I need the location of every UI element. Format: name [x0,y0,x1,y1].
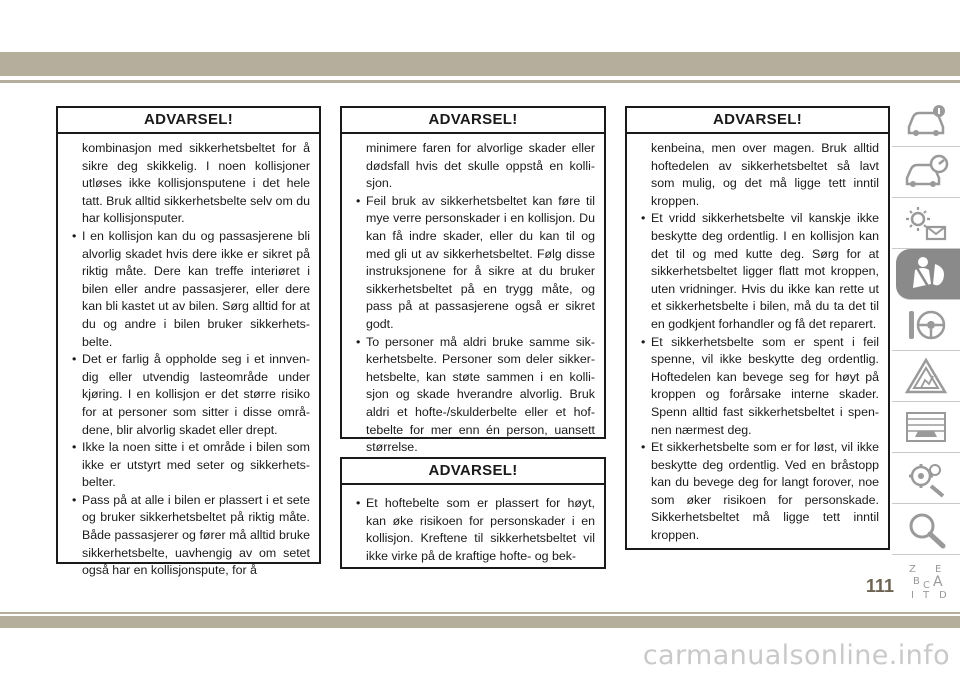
warning-title: ADVARSEL! [627,108,888,134]
tab-letter: T [923,590,930,600]
warning-item: • Ikke la noen sitte i et område i bilen som ikke er utstyrt med seter og sikkerhetsbelter. [72,439,310,492]
warning-lead: kenbeina, men over magen. Bruk alltid hoftedelen av sikkerhetsbeltet så lavt som mulig, og det må ligge tett inntil kroppen. [651,141,879,208]
footer-rule [0,612,960,614]
chapter-tab-strip [892,96,960,606]
language-letters-icon [903,560,949,600]
tab-car-info[interactable] [892,96,960,147]
warning-box-4 [625,106,890,550]
tab-letter: I [911,590,914,600]
tab-warning-lights[interactable] [892,198,960,249]
warning-item: • Det er farlig å oppholde seg i et innvendig eller utvendig lasteområde under kjøring. I en kollisjon er det større risiko for at personer som sitter i disse områdene, blir alvorlig skadet eller drept. [72,351,310,439]
warning-body [627,134,888,545]
tab-technical[interactable] [892,453,960,504]
warning-box-2 [340,106,606,455]
tab-servicing[interactable] [892,402,960,453]
service-car-icon [903,407,949,447]
tab-starting-driving[interactable] [892,300,960,351]
car-gauge-icon [903,152,949,192]
warning-title: ADVARSEL! [342,108,604,134]
hazard-triangle-icon [903,356,949,396]
warning-title: ADVARSEL! [342,459,604,485]
warning-item: • Et vridd sikkerhetsbelte vil kanskje ikke beskytte deg ordentlig. I en kollisjon kan det til og med kutte deg. Sørg for at sikkerhetsbeltet ligger flatt mot kroppen, uten vridninger. Hvis du ikke kan rette ut et sikkerhetsbelte i bilen, må du ta det til en godkjent forhandler og få det reparert. [641,210,879,333]
warning-light-message-icon [903,203,949,243]
tab-letter: D [939,590,947,600]
footer-band [0,616,960,628]
tab-letter: A [933,574,943,590]
header-rule [0,80,960,83]
tab-letter: C [923,580,930,591]
warning-item: • Et sikkerhetsbelte som er for løst, vil ikke beskytte deg ordentlig. Ved en bråstopp kan du bevege deg for langt forover, noe som øker risikoen for personskade. Sikkerhetsbeltet må ligge tett inntil kroppen. [641,439,879,545]
tab-letter: B [913,576,920,587]
tab-languages[interactable] [892,555,960,605]
warning-body [58,134,319,580]
warning-box-3 [340,457,606,569]
header-band [0,52,960,76]
warning-item: • Et sikkerhetsbelte som er spent i feil spenne, vil ikke beskytte deg ordentlig. Hoftedelen kan bevege seg for høyt på kroppen og forårsake interne skader. Spenn alltid fast sikkerhetsbeltet i spennen nærmest deg. [641,334,879,440]
tab-emergency[interactable] [892,351,960,402]
warning-body [342,134,604,457]
tab-letter: E [935,564,942,575]
tab-safety[interactable] [896,249,960,300]
warning-item: • I en kollisjon kan du og passasjerene bli alvorlig skadet hvis dere ikke er sikret på riktig måte. Dere kan treffe interiøret i bilen eller andre passasjerer, eller dere kan bli kastet ut av bilen. Sørg alltid for at du og andre i bilen bruker sikkerhetsbelte. [72,228,310,351]
warning-lead: minimere faren for alvorlige skader eller dødsfall hvis det skulle oppstå en kollisjon. [366,141,595,191]
tab-letter: Z [909,564,916,575]
tab-index[interactable] [892,504,960,555]
warning-title: ADVARSEL! [58,108,319,134]
warning-item: • Et hoftebelte som er plassert for høyt, kan øke risikoen for personskader i en kollisjon. Kreftene til sikkerhetsbeltet vil ikke virke på de kraftige hofte- og bek- [356,495,595,565]
magnifier-icon [903,509,949,549]
page-number: 111 [865,576,894,596]
watermark-text: carmanualsonline.info [642,640,950,671]
warning-item: • Feil bruk av sikkerhetsbeltet kan føre til mye verre personskader i en kollisjon. Du kan få indre skader, eller du kan til og med gli ut av sikkerhetsbeltet. Følg disse instruksjonene for å sikre at du bruker sikkerhetsbeltet på en trygg måte, og pass på at passasjerene også er sikret godt. [356,193,595,334]
warning-item: • Pass på at alle i bilen er plassert i et sete og bruker sikkerhetsbeltet på riktig måte. Både passasjerer og fører må alltid bruke sikkerhetsbelte, uavhengig av om setet også har en kollisjonspute, for å [72,492,310,580]
seat-belt-airbag-icon [905,254,951,294]
wrench-gear-icon [903,458,949,498]
steering-wheel-key-icon [903,305,949,345]
warning-lead: kombinasjon med sikkerhetsbeltet for å sikre deg skikkelig. I noen kollisjoner utløses ikke kollisjonsputene i det hele tatt. Bruk alltid sikkerhetsbelte selv om du har kollisjonsputer. [82,141,310,226]
warning-item: • To personer må aldri bruke samme sikkerhetsbelte. Personer som deler sikkerhetsbelte, kan støte sammen i en kollisjon og skade hverandre alvorlig. Bruk aldri et hofte-/skulderbelte eller et hoftebelte for mer enn én person, uansett størrelse. [356,334,595,457]
warning-body [342,485,604,565]
warning-box-1 [56,106,321,578]
tab-car-gauge[interactable] [892,147,960,198]
car-info-icon [903,101,949,141]
